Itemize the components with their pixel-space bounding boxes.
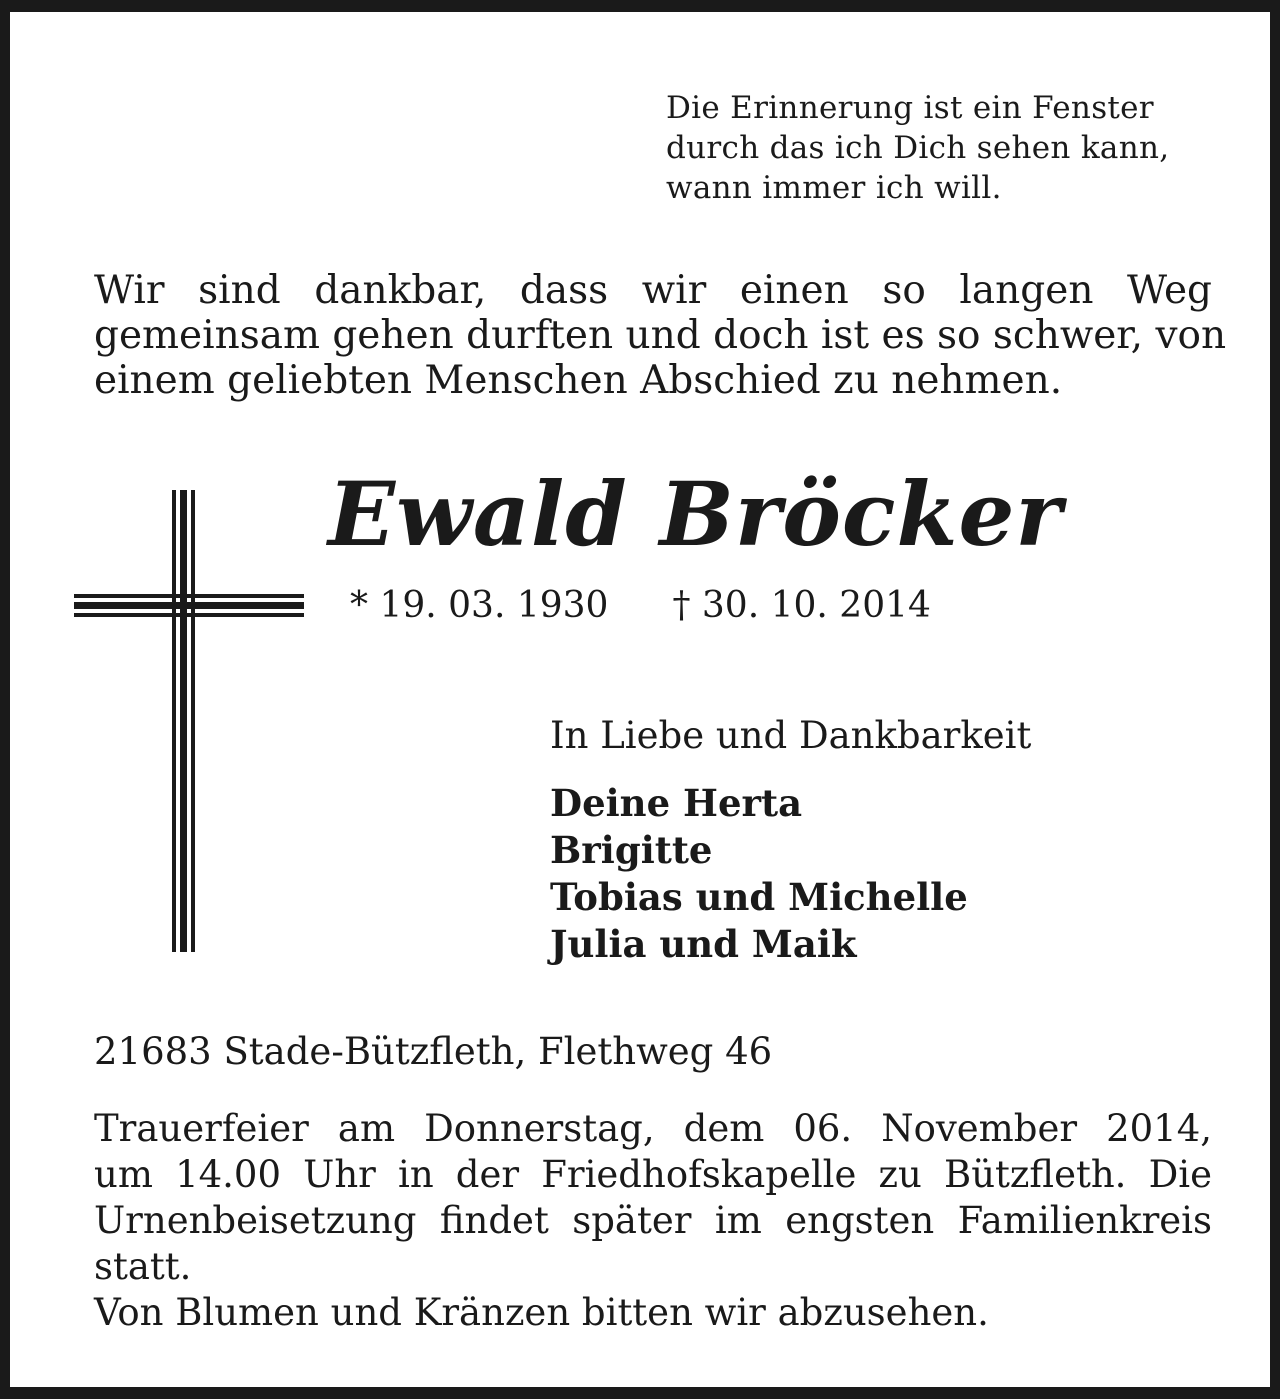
- mourner-name: Deine Herta: [550, 781, 803, 825]
- poem-line: Die Erinnerung ist ein Fenster: [666, 90, 1154, 126]
- ceremony-line: statt.: [94, 1245, 192, 1288]
- birth-date: * 19. 03. 1930: [350, 585, 609, 626]
- intro-line: einem geliebten Menschen Abschied zu nehmen.: [94, 358, 1063, 403]
- intro-line: Wir sind dankbar, dass wir einen so langen Weg: [94, 268, 1212, 313]
- deceased-name: Ewald Bröcker: [328, 462, 1063, 566]
- poem-line: wann immer ich will.: [666, 170, 1002, 206]
- mourner-name: Brigitte: [550, 828, 713, 872]
- death-date: † 30. 10. 2014: [672, 585, 931, 626]
- intro-line: gemeinsam gehen durften und doch ist es so schwer, von: [94, 313, 1227, 358]
- ceremony-line: Trauerfeier am Donnerstag, dem 06. November 2014,: [94, 1107, 1212, 1150]
- life-dates: [350, 582, 931, 630]
- memorial-poem: [666, 88, 1256, 208]
- mourner-name: Julia und Maik: [550, 922, 857, 966]
- mourner-name: Tobias und Michelle: [550, 875, 968, 919]
- ceremony-info: [94, 1106, 1212, 1336]
- ceremony-line: Von Blumen und Kränzen bitten wir abzusehen.: [94, 1291, 989, 1334]
- family-address: 21683 Stade-Bützfleth, Flethweg 46: [94, 1030, 773, 1073]
- ceremony-line: um 14.00 Uhr in der Friedhofskapelle zu Bützfleth. Die: [94, 1153, 1212, 1196]
- intro-text: [94, 268, 1227, 403]
- poem-line: durch das ich Dich sehen kann,: [666, 130, 1170, 166]
- mourners-list: [550, 780, 968, 968]
- cross-icon: [74, 490, 304, 952]
- tribute-line: In Liebe und Dankbarkeit: [550, 714, 1032, 757]
- ceremony-line: Urnenbeisetzung findet später im engsten Familienkreis: [94, 1199, 1212, 1242]
